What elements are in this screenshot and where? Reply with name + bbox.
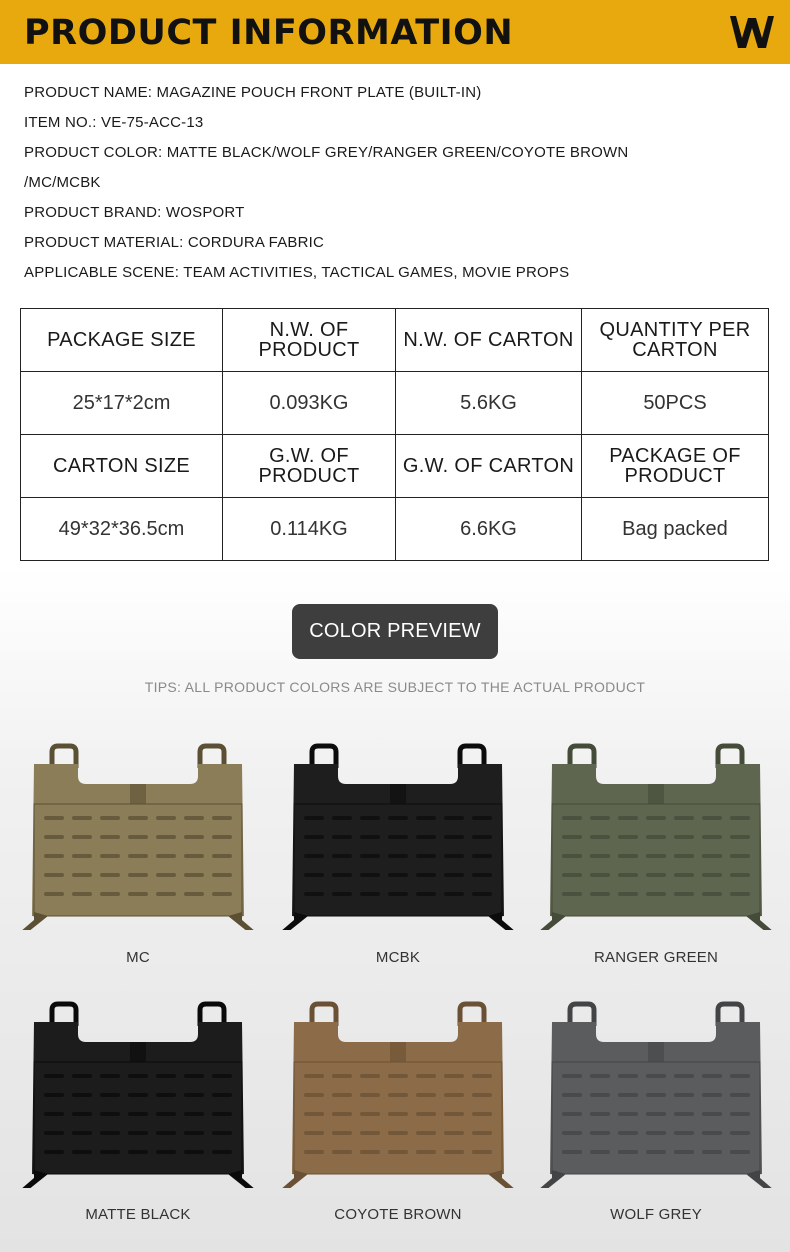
- table-cell: 6.6KG: [396, 498, 582, 561]
- front-plate-image-coyote-brown: [278, 998, 518, 1188]
- table-header-cell: N.W. OF PRODUCT: [223, 309, 396, 372]
- table-cell: 0.114KG: [223, 498, 396, 561]
- specs-value-row: [21, 372, 769, 435]
- color-card-matte-black: [18, 998, 258, 1223]
- color-card-mcbk: [278, 740, 518, 966]
- brand-logo-icon: [728, 12, 776, 52]
- front-plate-image-mcbk: [278, 740, 518, 930]
- front-plate-image-matte-black: [18, 998, 258, 1188]
- applicable-scene-line: APPLICABLE SCENE: TEAM ACTIVITIES, TACTICAL GAMES, MOVIE PROPS: [24, 264, 570, 281]
- table-cell: 50PCS: [582, 372, 769, 435]
- specs-header-row: [21, 435, 769, 498]
- front-plate-image-ranger-green: [536, 740, 776, 930]
- table-header-cell: PACKAGE SIZE: [21, 309, 223, 372]
- product-material-line: PRODUCT MATERIAL: CORDURA FABRIC: [24, 234, 325, 251]
- table-cell: Bag packed: [582, 498, 769, 561]
- color-label: WOLF GREY: [610, 1206, 702, 1223]
- table-header-cell: G.W. OF PRODUCT: [223, 435, 396, 498]
- page-title: PRODUCT INFORMATION: [24, 13, 514, 53]
- product-brand-line: PRODUCT BRAND: WOSPORT: [24, 204, 245, 221]
- item-number-line: ITEM NO.: VE-75-ACC-13: [24, 114, 204, 131]
- color-card-mc: [18, 740, 258, 966]
- product-color-line: PRODUCT COLOR: MATTE BLACK/WOLF GREY/RANGER GREEN/COYOTE BROWN: [24, 144, 629, 161]
- product-name-line: PRODUCT NAME: MAGAZINE POUCH FRONT PLATE (BUILT-IN): [24, 84, 482, 101]
- table-cell: 49*32*36.5cm: [21, 498, 223, 561]
- color-label: RANGER GREEN: [593, 949, 719, 966]
- color-card-coyote-brown: [278, 998, 518, 1223]
- table-header-cell: N.W. OF CARTON: [396, 309, 582, 372]
- table-header-cell: QUANTITY PER CARTON: [582, 309, 769, 372]
- table-cell: 0.093KG: [223, 372, 396, 435]
- table-cell: 25*17*2cm: [21, 372, 223, 435]
- color-preview-button[interactable]: COLOR PREVIEW: [292, 604, 498, 659]
- color-label: MATTE BLACK: [85, 1206, 191, 1223]
- table-header-cell: G.W. OF CARTON: [396, 435, 582, 498]
- color-label: COYOTE BROWN: [334, 1206, 462, 1223]
- front-plate-image-mc: [18, 740, 258, 930]
- table-cell: 5.6KG: [396, 372, 582, 435]
- table-header-cell: PACKAGE OF PRODUCT: [582, 435, 769, 498]
- specs-table: [20, 308, 769, 561]
- specs-value-row: [21, 498, 769, 561]
- color-card-wolf-grey: [536, 998, 776, 1223]
- product-color-line-continued: /MC/MCBK: [24, 174, 101, 191]
- specs-header-row: [21, 309, 769, 372]
- color-card-ranger-green: [536, 740, 776, 966]
- color-tips-text: TIPS: ALL PRODUCT COLORS ARE SUBJECT TO THE ACTUAL PRODUCT: [144, 679, 646, 695]
- front-plate-image-wolf-grey: [536, 998, 776, 1188]
- color-label: MC: [126, 949, 150, 966]
- header-bar: [0, 0, 790, 64]
- color-label: MCBK: [375, 949, 421, 966]
- product-info-list: [24, 78, 764, 288]
- table-header-cell: CARTON SIZE: [21, 435, 223, 498]
